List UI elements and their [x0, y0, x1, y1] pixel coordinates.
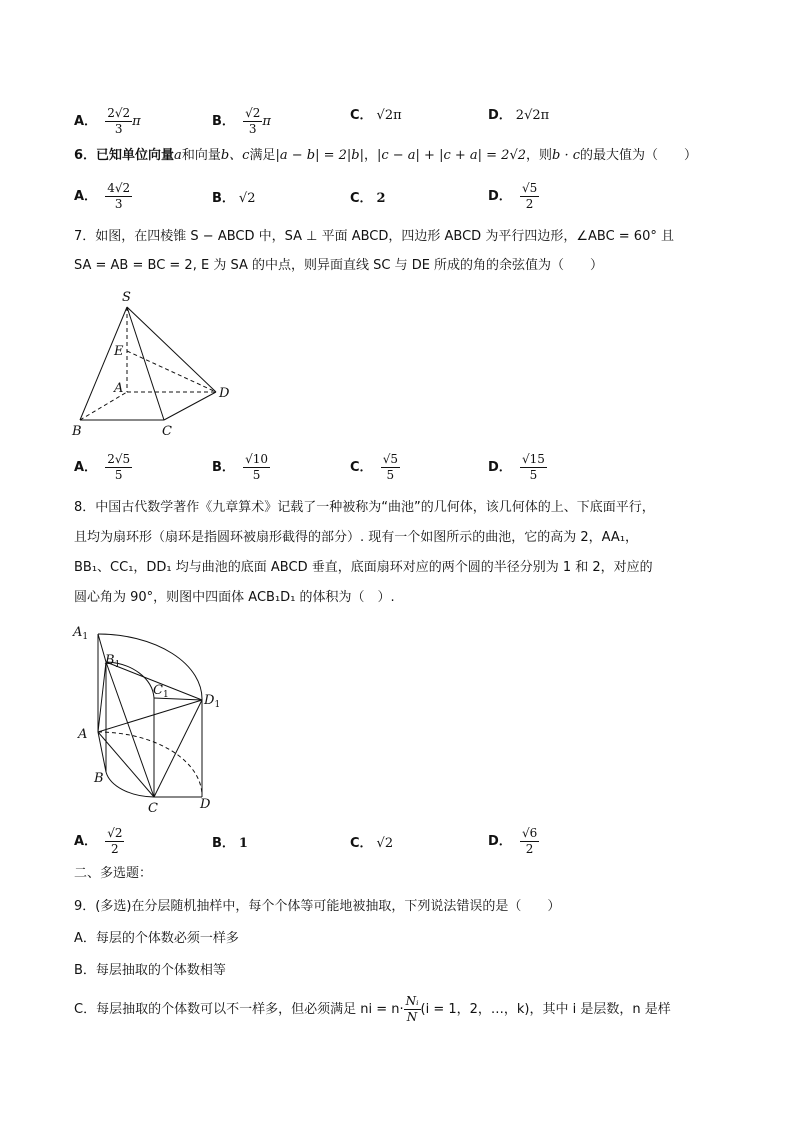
q9-option-b: B．每层抽取的个体数相等: [74, 963, 226, 978]
label-c: C: [162, 424, 172, 439]
q5-option-a: A． $\frac{2√2}{3}$ π: [74, 106, 141, 136]
q5-option-c: C． √2π: [350, 108, 402, 123]
q5-option-d: D． 2√2π: [488, 108, 550, 123]
q8-stem-line4: 圆心角为 90°，则图中四面体 ACB₁D₁ 的体积为（ ）.: [74, 590, 395, 605]
q6-option-a: A． $\frac{4√2}{3}$: [74, 181, 131, 211]
q8-stem-line2: 且均为扇环形（扇环是指圆环被扇形截得的部分）. 现有一个如图所示的曲池，它的高为 2，AA₁，: [74, 530, 639, 545]
q5-b-fraction: $\frac{√2}{3}$: [245, 106, 261, 136]
label-s: S: [122, 290, 131, 305]
label-d: D: [200, 797, 211, 812]
q7-option-c: C． $\frac{√5}{5}$: [350, 452, 398, 482]
q6-option-c: C． 2: [350, 191, 386, 206]
label-e: E: [114, 344, 124, 359]
label-b1: $B_1$: [105, 653, 121, 670]
q7-pyramid-figure: [70, 285, 250, 440]
label-b: B: [72, 424, 82, 439]
label-a: A: [78, 727, 88, 742]
label-a: A: [114, 381, 124, 396]
q8-option-b: B． 1: [212, 836, 248, 851]
section-heading-multiple-choice: 二、多选题：: [74, 866, 153, 881]
label-b: B: [94, 771, 104, 786]
q6-option-d: D． $\frac{√5}{2}$: [488, 181, 538, 211]
q8-option-a: A． $\frac{√2}{2}$: [74, 826, 123, 856]
q7-stem-line2: SA = AB = BC = 2, E 为 SA 的中点，则异面直线 SC 与 DE 所成的角的余弦值为（ ）: [74, 258, 604, 273]
q9-option-c: C．每层抽取的个体数可以不一样多，但必须满足 ni = n· $\frac{\text{Nᵢ}}{N}$ (i = 1，2，…，k)，其中 i 是层数，n 是样: [74, 994, 671, 1024]
label-d: D: [219, 386, 230, 401]
q8-stem-line3: BB₁、CC₁，DD₁ 均与曲池的底面 ABCD 垂直，底面扇环对应的两个圆的半径分别为 1 和 2，对应的: [74, 560, 653, 575]
label-c: C: [148, 801, 158, 816]
q7-option-d: D． $\frac{√15}{5}$: [488, 452, 545, 482]
q7-option-b: B． $\frac{√10}{5}$: [212, 452, 268, 482]
q9-option-a: A．每层的个体数必须一样多: [74, 931, 239, 946]
q8-option-d: D． $\frac{√6}{2}$: [488, 826, 538, 856]
q7-stem-line1: 7．如图，在四棱锥 S − ABCD 中，SA ⊥ 平面 ABCD，四边形 ABCD 为平行四边形，∠ABC = 60° 且: [74, 229, 674, 244]
q7-option-a: A． $\frac{2√5}{5}$: [74, 452, 131, 482]
q5-a-fraction: $\frac{2√2}{3}$: [107, 106, 131, 136]
q9-stem: 9．(多选)在分层随机抽样中，每个个体等可能地被抽取，下列说法错误的是（ ）: [74, 899, 561, 914]
q8-curved-pool-figure: [70, 622, 240, 822]
label-c1: $C_1$: [153, 683, 169, 700]
label-a1: $A_1$: [73, 625, 89, 642]
q8-option-c: C． √2: [350, 836, 394, 851]
q6-option-b: B． √2: [212, 191, 256, 206]
q8-stem-line1: 8．中国古代数学著作《九章算术》记载了一种被称为“曲池”的几何体，该几何体的上、下底面平行，: [74, 500, 655, 515]
q5-option-b: B． $\frac{√2}{3}$ π: [212, 106, 271, 136]
q6-stem: 6．已知单位向量a和向量b、c满足|a − b| = 2|b|，|c − a| + |c + a| = 2√2，则b · c的最大值为（ ）: [74, 148, 698, 163]
label-d1: $D_1$: [204, 693, 221, 710]
